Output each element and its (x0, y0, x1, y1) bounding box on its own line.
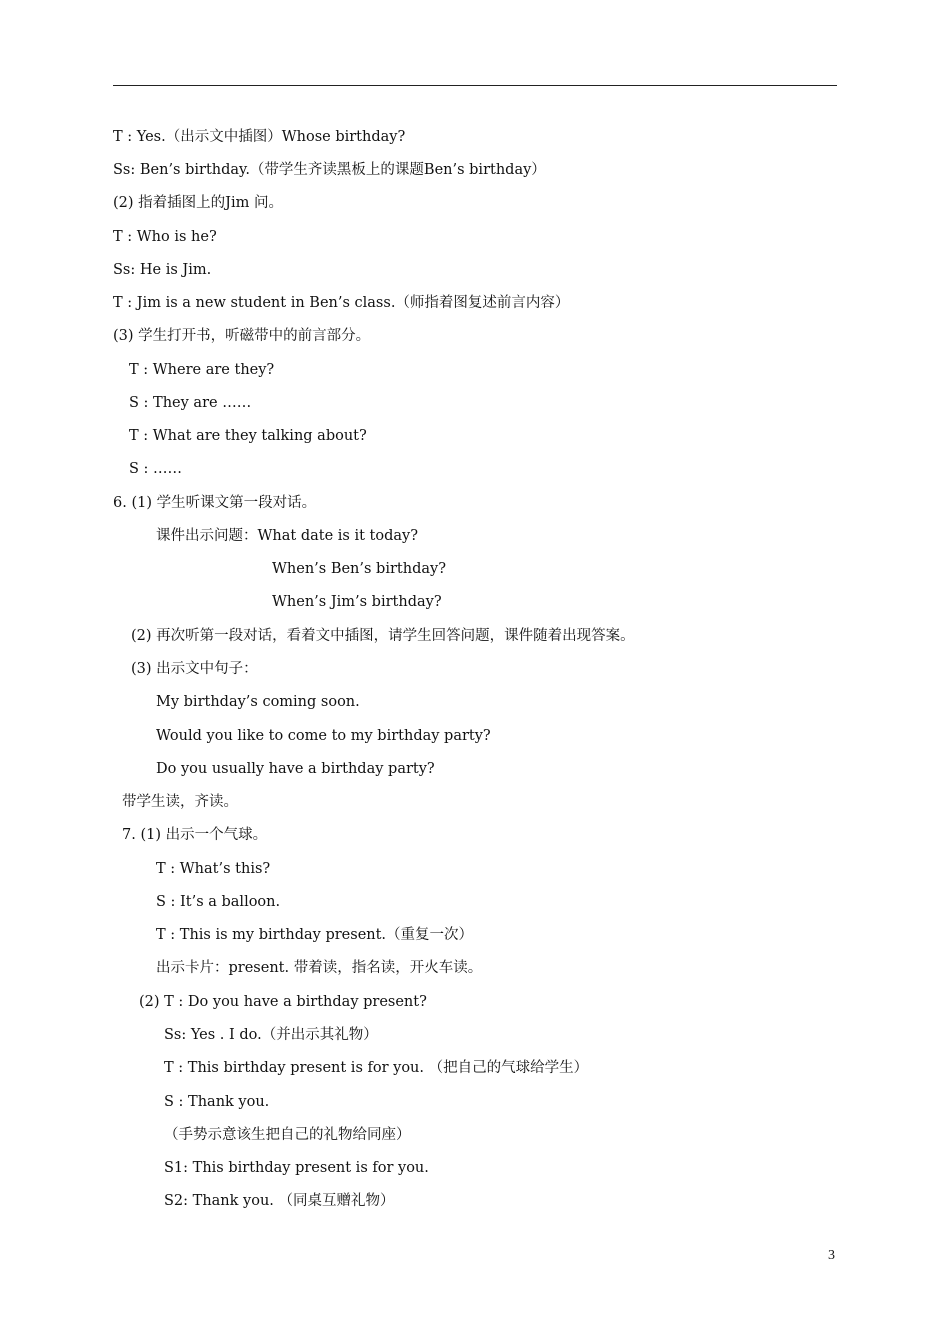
text-line: (3) 出示文中句子： (131, 661, 258, 677)
text-line: S1: This birthday present is for you. (164, 1160, 429, 1176)
text-line: (2) 指着插图上的Jim 问。 (113, 195, 283, 211)
text-line: (2) T : Do you have a birthday present? (139, 994, 427, 1010)
text-line: (2) 再次听第一段对话，看着文中插图，请学生回答问题，课件随着出现答案。 (131, 628, 635, 644)
text-line: (3) 学生打开书，听磁带中的前言部分。 (113, 328, 371, 344)
text-line: Would you like to come to my birthday party? (156, 728, 491, 744)
text-line: （手势示意该生把自己的礼物给同座） (164, 1127, 411, 1143)
text-line: T : What’s this? (156, 861, 271, 877)
text-line: 课件出示问题：What date is it today? (156, 528, 418, 544)
page-number: 3 (828, 1248, 835, 1263)
text-line: S : It’s a balloon. (156, 894, 281, 910)
text-line: T : This is my birthday present.（重复一次） (156, 927, 474, 943)
text-line: Ss: Yes . I do.（并出示其礼物） (164, 1027, 378, 1043)
text-line: 7. (1) 出示一个气球。 (122, 827, 268, 843)
header-rule (113, 85, 837, 86)
text-line: T : Who is he? (113, 229, 217, 245)
text-line: When’s Ben’s birthday? (272, 561, 446, 577)
text-line: T : Where are they? (129, 362, 275, 378)
text-line: Ss: He is Jim. (113, 262, 212, 278)
text-line: S2: Thank you. （同桌互赠礼物） (164, 1193, 395, 1209)
text-line: My birthday’s coming soon. (156, 694, 360, 710)
text-line: Do you usually have a birthday party? (156, 761, 435, 777)
text-line: S : …… (129, 461, 183, 477)
text-line: When’s Jim’s birthday? (272, 594, 442, 610)
text-line: T : Jim is a new student in Ben’s class.（师指着图复述前言内容） (113, 295, 570, 311)
text-line: 出示卡片：present. 带着读，指名读，开火车读。 (156, 960, 483, 976)
text-line: 6. (1) 学生听课文第一段对话。 (113, 495, 317, 511)
text-line: Ss: Ben’s birthday.（带学生齐读黑板上的课题Ben’s birthday） (113, 162, 546, 178)
text-line: S : They are …… (129, 395, 252, 411)
text-line: T : This birthday present is for you. （把自己的气球给学生） (164, 1060, 589, 1076)
text-line: T : Yes.（出示文中插图）Whose birthday? (113, 129, 406, 145)
text-line: 带学生读，齐读。 (122, 794, 238, 810)
text-line: T : What are they talking about? (129, 428, 367, 444)
text-line: S : Thank you. (164, 1094, 270, 1110)
